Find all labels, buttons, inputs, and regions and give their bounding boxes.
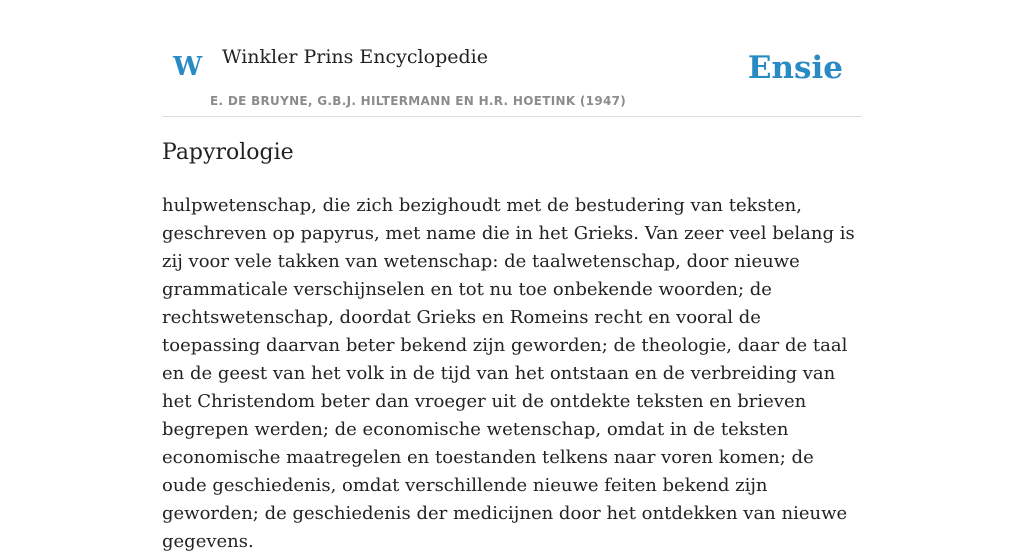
winkler-prins-logo[interactable]: W [173,52,203,82]
article-body: hulpwetenschap, die zich bezighoudt met de bestudering van teksten, geschreven op papyrus, met name die in het Grieks. Van zeer veel belang is zij voor vele takken van wetenschap: de taalwetenschap, door nieuwe grammaticale verschijnselen en tot nu toe onbekende woorden; de rechtswetenschap, doordat Grieks en Romeins recht en vooral de toepassing daarvan beter bekend zijn geworden; de theologie, daar de taal en de geest van het volk in de tijd van het ontstaan en de verbreiding van het Christendom beter dan vroeger uit de ontdekte teksten en brieven begrepen werden; de economische wetenschap, omdat in de teksten economische maatregelen en toestanden telkens naar voren komen; de oude geschiedenis, omdat verschillende nieuwe feiten bekend zijn geworden; de geschiedenis der medicijnen door het ontdekken van nieuwe gegevens. [162,195,855,552]
source-title[interactable]: Winkler Prins Encyclopedie [222,46,488,68]
source-authors: E. DE BRUYNE, G.B.J. HILTERMANN EN H.R. HOETINK (1947) [210,94,627,108]
source-header [162,0,862,117]
ensie-logo[interactable]: Ensie [747,50,843,86]
article-title: Papyrologie [162,140,294,165]
